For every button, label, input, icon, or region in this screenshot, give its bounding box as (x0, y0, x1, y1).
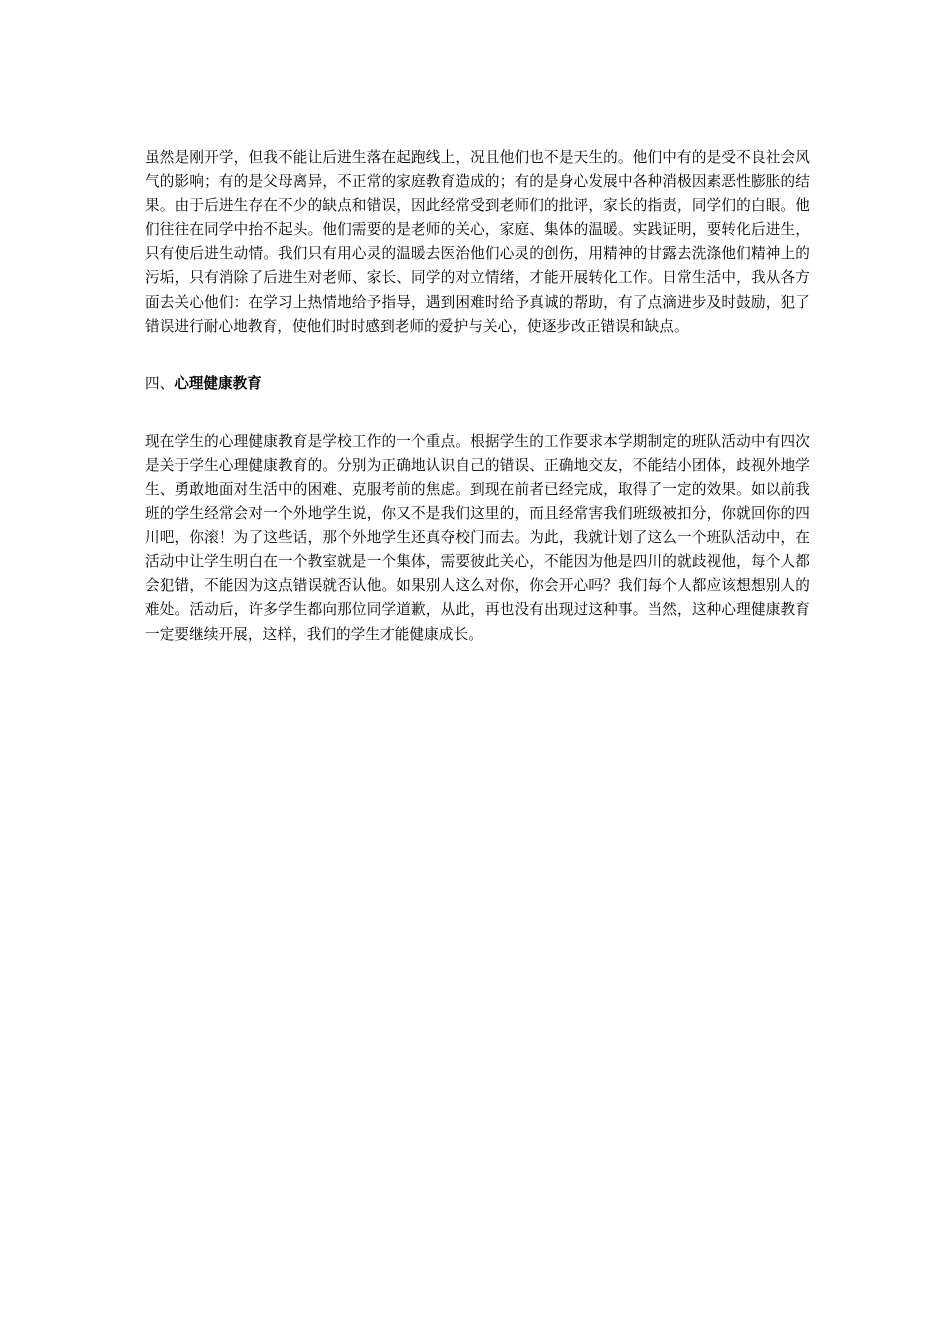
document-page (145, 146, 810, 647)
section-number: 四、 (145, 374, 175, 392)
paragraph-mental-health-education: 现在学生的心理健康教育是学校工作的一个重点。根据学生的工作要求本学期制定的班队活动中有四次是关于学生心理健康教育的。分别为正确地认识自己的错误、正确地交友，不能结小团体，歧视外地学生、勇敢地面对生活中的困难、克服考前的焦虑。到现在前者已经完成，取得了一定的效果。如以前我班的学生经常会对一个外地学生说，你又不是我们这里的，而且经常害我们班级被扣分，你就回你的四川吧，你滚！为了这些话，那个外地学生还真夺校门而去。为此，我就计划了这么一个班队活动中，在活动中让学生明白在一个教室就是一个集体，需要彼此关心，不能因为他是四川的就歧视他，每个人都会犯错，不能因为这点错误就否认他。如果别人这么对你，你会开心吗？我们每个人都应该想想别人的难处。活动后，许多学生都向那位同学道歉，从此，再也没有出现过这种事。当然，这种心理健康教育一定要继续开展，这样，我们的学生才能健康成长。 (145, 432, 810, 643)
paragraph-backward-students: 虽然是刚开学，但我不能让后进生落在起跑线上，况且他们也不是天生的。他们中有的是受不良社会风气的影响；有的是父母离异，不正常的家庭教育造成的；有的是身心发展中各种消极因素恶性膨胀的结果。由于后进生存在不少的缺点和错误，因此经常受到老师们的批评，家长的指责，同学们的白眼。他们往往在同学中抬不起头。他们需要的是老师的关心，家庭、集体的温暖。实践证明，要转化后进生，只有使后进生动情。我们只有用心灵的温暖去医治他们心灵的创伤，用精神的甘露去洗涤他们精神上的污垢，只有消除了后进生对老师、家长、同学的对立情绪，才能开展转化工作。日常生活中，我从各方面去关心他们：在学习上热情地给予指导，遇到困难时给予真诚的帮助，有了点滴进步及时鼓励，犯了错误进行耐心地教育，使他们时时感到老师的爱护与关心，使逐步改正错误和缺点。 (145, 149, 810, 335)
section-heading-mental-health (145, 372, 810, 396)
section-title: 心理健康教育 (174, 374, 262, 392)
